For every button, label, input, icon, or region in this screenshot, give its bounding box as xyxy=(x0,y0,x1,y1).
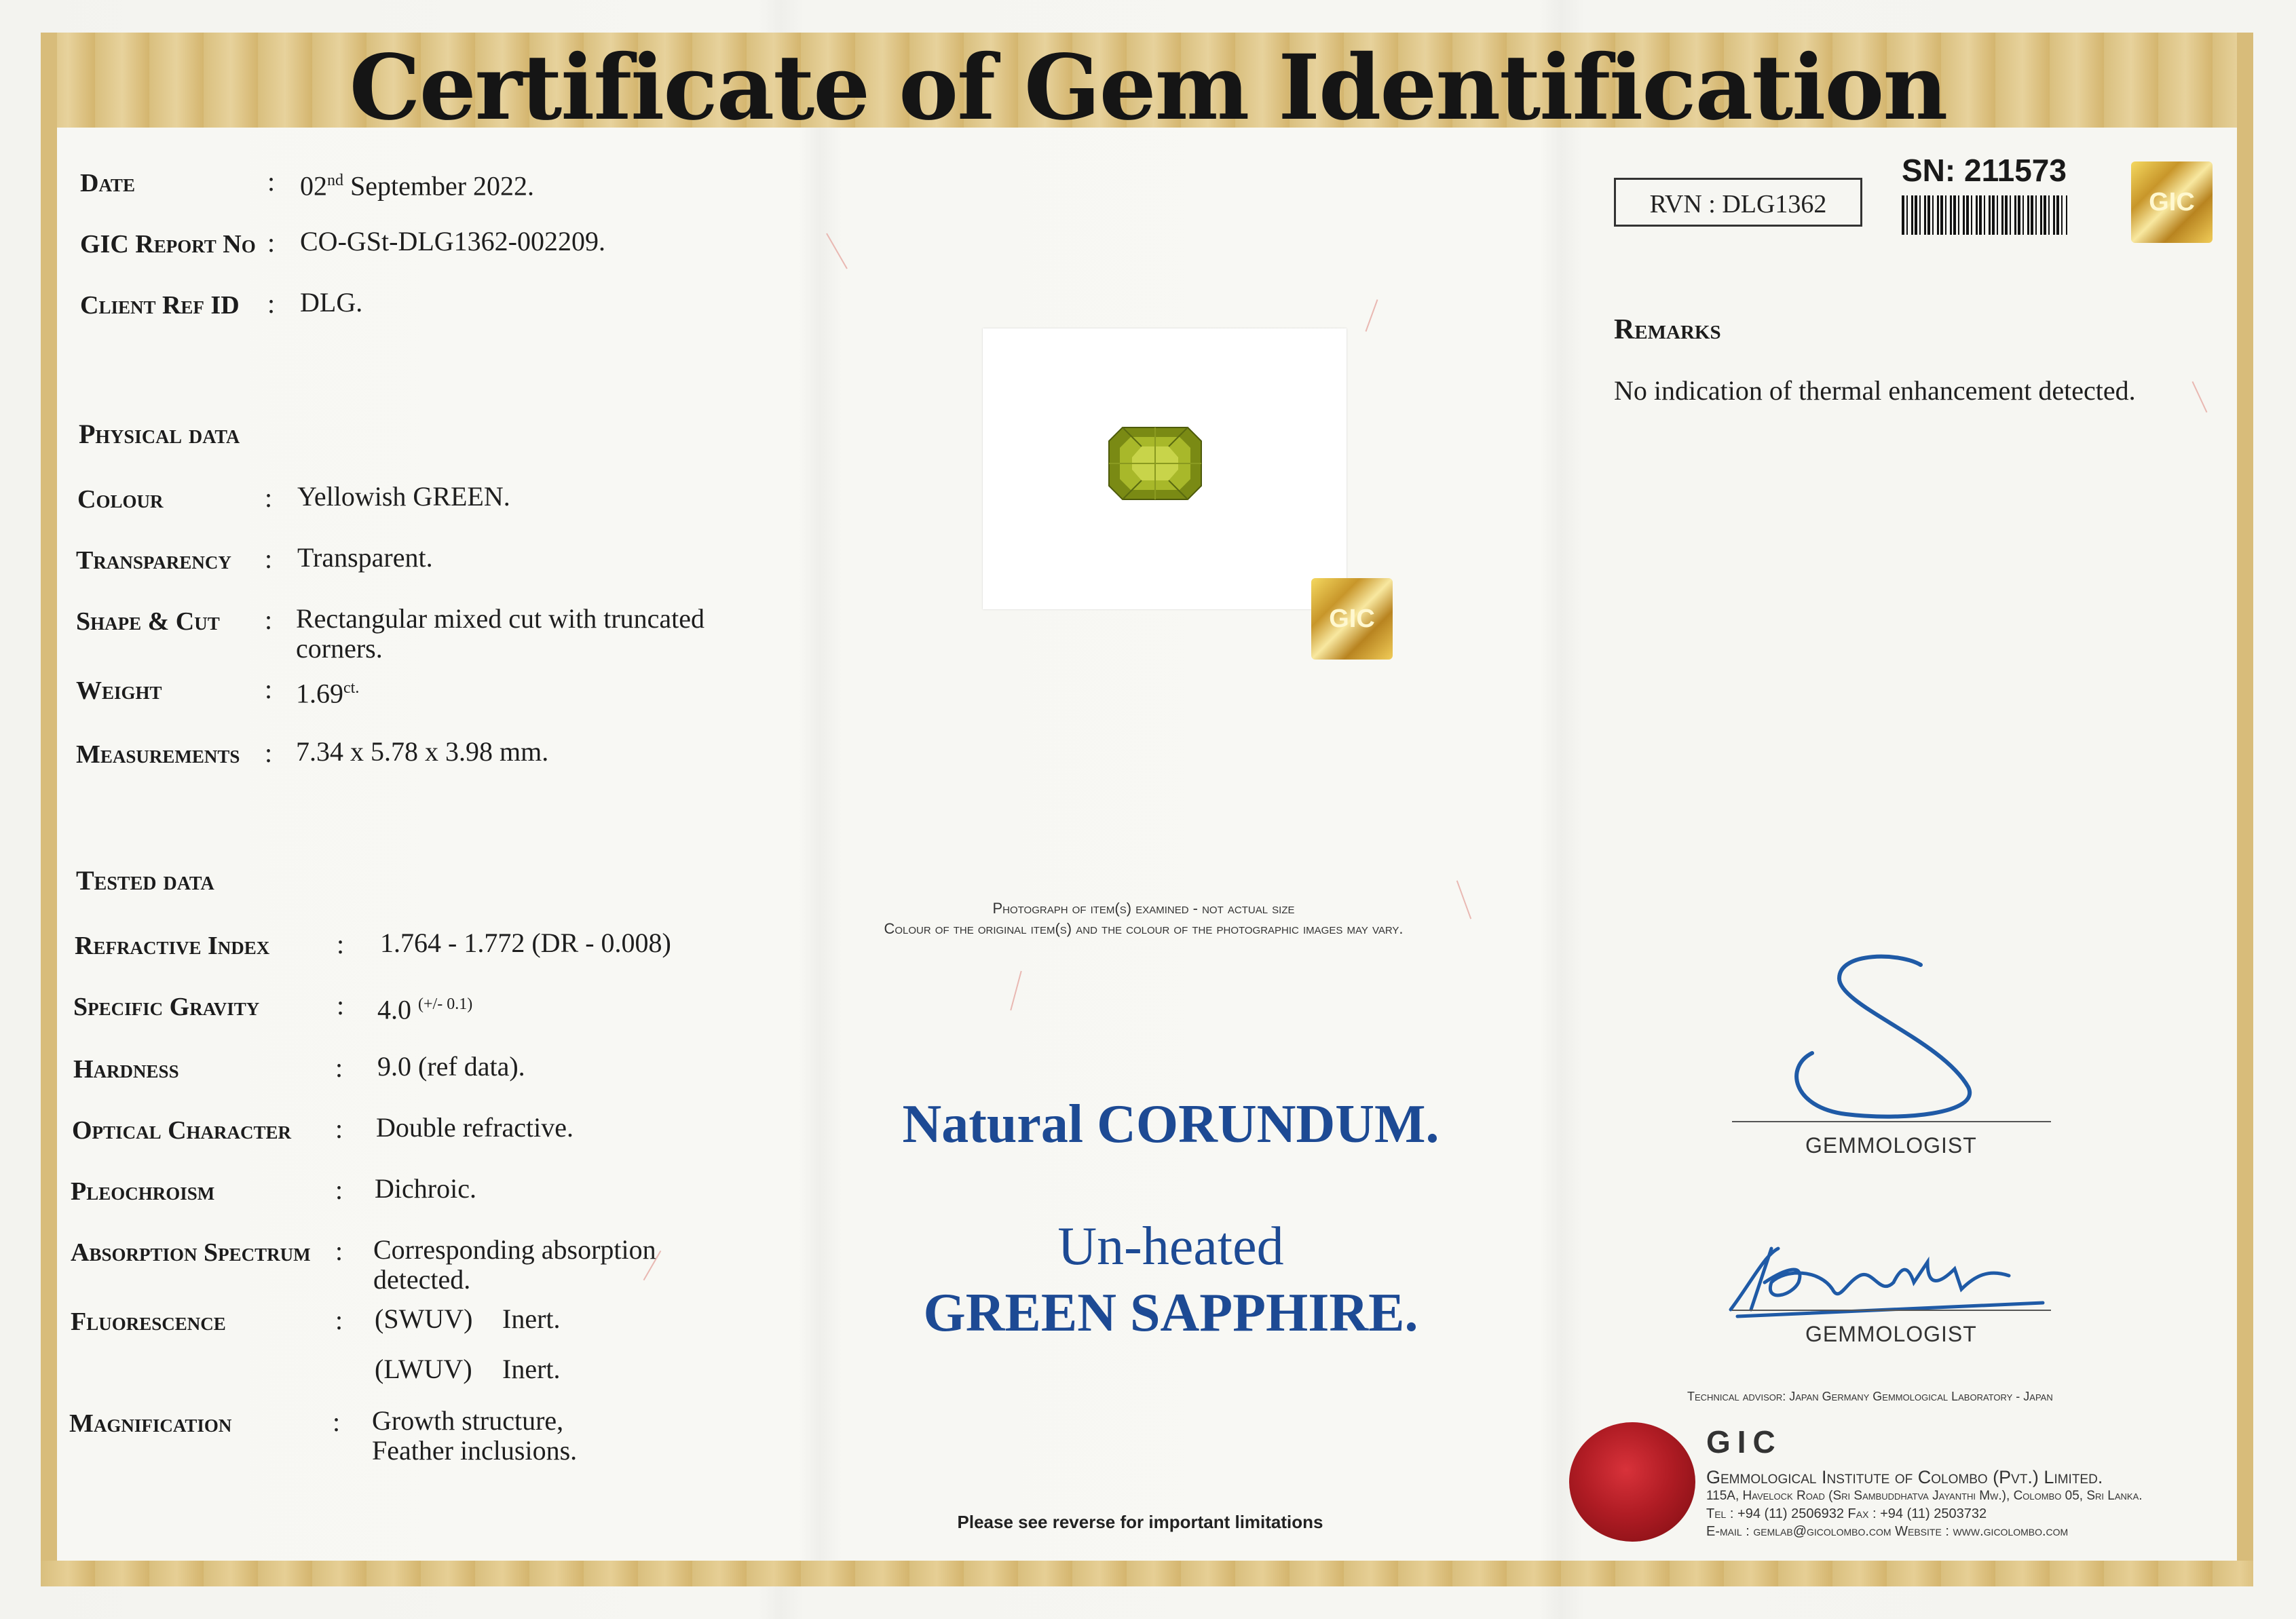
result-variety: GREEN SAPPHIRE. xyxy=(923,1283,1418,1343)
ri-label: Refractive Index xyxy=(75,932,270,960)
sg-number: 4.0 xyxy=(377,994,411,1025)
colon: : xyxy=(335,1175,343,1205)
gemmologist-label-1: GEMMOLOGIST xyxy=(1805,1133,1977,1158)
colon: : xyxy=(265,482,273,513)
physical-heading: Physical data xyxy=(79,419,240,449)
result-treatment: Un-heated xyxy=(1057,1217,1284,1276)
rvn-box: RVN : DLG1362 xyxy=(1614,178,1862,227)
certificate-title: Certificate of Gem Identification xyxy=(349,35,1947,140)
fluorescence-lw-value: Inert. xyxy=(502,1354,561,1384)
hardness-label: Hardness xyxy=(73,1055,179,1084)
frame-right xyxy=(2237,33,2253,1586)
colon: : xyxy=(267,227,276,258)
serial-number: SN: 211573 xyxy=(1902,153,2067,188)
magnification-line-1: Growth structure, xyxy=(372,1405,564,1436)
institute-tel: Tel : +94 (11) 2506932 Fax : +94 (11) 2503732 xyxy=(1706,1506,1987,1521)
transparency-value: Transparent. xyxy=(297,542,433,573)
magnification-line-2: Feather inclusions. xyxy=(372,1435,578,1466)
shape-label: Shape & Cut xyxy=(76,607,220,636)
sg-value xyxy=(377,989,472,1025)
measurements-value: 7.34 x 5.78 x 3.98 mm. xyxy=(296,736,549,767)
optical-label: Optical Character xyxy=(72,1116,292,1145)
colon: : xyxy=(335,1052,343,1083)
signature-line-2 xyxy=(1732,1310,2051,1311)
measurements-label: Measurements xyxy=(76,740,240,769)
technical-advisor: Technical advisor: Japan Germany Gemmological Laboratory - Japan xyxy=(1687,1390,2053,1403)
transparency-label: Transparency xyxy=(76,546,231,575)
institute-email: E-mail : gemlab@gicolombo.com Website : www.gicolombo.com xyxy=(1706,1524,2069,1539)
optical-value: Double refractive. xyxy=(376,1112,573,1143)
report-value: CO-GSt-DLG1362-002209. xyxy=(300,226,605,256)
fluorescence-lw: (LWUV) xyxy=(375,1354,472,1384)
pleochroism-value: Dichroic. xyxy=(375,1173,476,1204)
magnification-label: Magnification xyxy=(69,1409,232,1438)
barcode xyxy=(1902,195,2067,235)
institute-name: Gemmological Institute of Colombo (Pvt.) Limited. xyxy=(1706,1467,2103,1487)
colon: : xyxy=(335,1113,343,1144)
colon: : xyxy=(265,738,273,768)
limitations-note: Please see reverse for important limitations xyxy=(957,1512,1323,1532)
colon: : xyxy=(335,1236,343,1266)
colon: : xyxy=(267,166,276,197)
photo-note-1: Photograph of item(s) examined - not actual size xyxy=(992,900,1295,917)
colon: : xyxy=(265,605,273,635)
colon: : xyxy=(333,1407,341,1437)
gemmologist-label-2: GEMMOLOGIST xyxy=(1805,1322,1977,1346)
sg-label: Specific Gravity xyxy=(73,993,260,1021)
wax-seal xyxy=(1569,1422,1695,1542)
remarks-text: No indication of thermal enhancement detected. xyxy=(1614,375,2136,406)
shape-value-line-1: Rectangular mixed cut with truncated xyxy=(296,603,705,634)
signature-1 xyxy=(1765,951,1982,1121)
colour-label: Colour xyxy=(77,485,164,514)
pleochroism-label: Pleochroism xyxy=(71,1177,215,1206)
signature-2 xyxy=(1724,1242,2050,1330)
date-value xyxy=(300,166,534,201)
weight-number: 1.69 xyxy=(296,678,343,709)
hologram-sticker: GIC xyxy=(1311,578,1393,660)
client-value: DLG. xyxy=(300,287,363,318)
absorption-line-2: detected. xyxy=(373,1264,471,1295)
gem-photo xyxy=(1108,426,1203,501)
colon: : xyxy=(337,929,345,959)
result-species: Natural CORUNDUM. xyxy=(902,1094,1439,1154)
colour-value: Yellowish GREEN. xyxy=(297,481,510,512)
gic-name: GIC xyxy=(1706,1424,1782,1460)
date-label: Date xyxy=(80,169,135,197)
sg-tolerance: (+/- 0.1) xyxy=(418,995,473,1013)
colon: : xyxy=(267,288,276,319)
colon: : xyxy=(335,1305,343,1335)
institute-address: 115A, Havelock Road (Sri Sambuddhatva Jayanthi Mw.), Colombo 05, Sri Lanka. xyxy=(1706,1489,2143,1503)
weight-label: Weight xyxy=(76,677,162,705)
frame-left xyxy=(41,33,57,1586)
hologram-sticker-small: GIC xyxy=(2131,161,2213,243)
photo-note-2: Colour of the original item(s) and the colour of the photographic images may vary. xyxy=(884,920,1404,937)
fluorescence-sw-value: Inert. xyxy=(502,1303,561,1334)
shape-value xyxy=(296,604,704,664)
hardness-value: 9.0 (ref data). xyxy=(377,1051,525,1082)
fluorescence-sw: (SWUV) xyxy=(375,1303,473,1334)
client-label: Client Ref ID xyxy=(80,291,240,320)
colon: : xyxy=(265,674,273,704)
date-day: 02 xyxy=(300,170,327,202)
frame-bottom xyxy=(41,1561,2253,1586)
date-suffix: nd xyxy=(327,172,343,189)
colon: : xyxy=(337,990,345,1021)
tested-heading: Tested data xyxy=(76,865,214,896)
colon: : xyxy=(265,544,273,574)
absorption-line-1: Corresponding absorption xyxy=(373,1234,656,1265)
shape-value-line-2: corners. xyxy=(296,633,383,664)
absorption-value xyxy=(373,1235,656,1295)
fluorescence-label: Fluorescence xyxy=(71,1308,226,1336)
weight-unit: ct. xyxy=(343,679,360,697)
report-label: GIC Report No xyxy=(80,230,256,259)
magnification-value xyxy=(372,1406,577,1466)
weight-value xyxy=(296,673,359,708)
remarks-heading: Remarks xyxy=(1614,314,1721,345)
date-rest: September 2022. xyxy=(350,170,535,202)
ri-value: 1.764 - 1.772 (DR - 0.008) xyxy=(380,928,671,958)
signature-line-1 xyxy=(1732,1121,2051,1122)
absorption-label: Absorption Spectrum xyxy=(71,1238,311,1267)
